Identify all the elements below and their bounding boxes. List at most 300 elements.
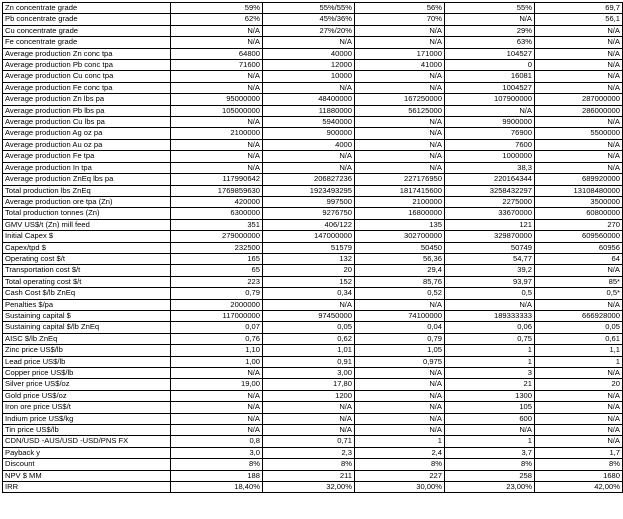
value-cell: 3 xyxy=(445,368,535,379)
table-row xyxy=(3,322,623,333)
value-cell: N/A xyxy=(445,14,535,25)
table-row xyxy=(3,185,623,196)
table-row xyxy=(3,333,623,344)
row-label: Lead price US$/lb xyxy=(3,356,171,367)
value-cell: N/A xyxy=(535,139,623,150)
row-label: Cu concentrate grade xyxy=(3,25,171,36)
value-cell: 0 xyxy=(445,60,535,71)
value-cell: 232500 xyxy=(171,242,263,253)
table-row xyxy=(3,151,623,162)
value-cell: 7600 xyxy=(445,139,535,150)
value-cell: 1769859630 xyxy=(171,185,263,196)
value-cell: 0,05 xyxy=(535,322,623,333)
value-cell: 211 xyxy=(263,470,355,481)
row-label: Total operating cost $/t xyxy=(3,276,171,287)
value-cell: 600 xyxy=(445,413,535,424)
row-label: Average production ore tpa (Zn) xyxy=(3,196,171,207)
value-cell: 1200 xyxy=(263,390,355,401)
row-label: Average production Au oz pa xyxy=(3,139,171,150)
value-cell: N/A xyxy=(355,299,445,310)
value-cell: 21 xyxy=(445,379,535,390)
value-cell: 666928000 xyxy=(535,310,623,321)
value-cell: 287000000 xyxy=(535,94,623,105)
table-row xyxy=(3,345,623,356)
value-cell: 55%/55% xyxy=(263,3,355,14)
value-cell: N/A xyxy=(263,299,355,310)
value-cell: N/A xyxy=(355,117,445,128)
value-cell: 0,75 xyxy=(445,333,535,344)
value-cell: 105 xyxy=(445,402,535,413)
table-row xyxy=(3,310,623,321)
value-cell: 1 xyxy=(355,436,445,447)
value-cell: 60956 xyxy=(535,242,623,253)
value-cell: 41000 xyxy=(355,60,445,71)
value-cell: 32,00% xyxy=(263,482,355,493)
value-cell: 104527 xyxy=(445,48,535,59)
value-cell: 56125000 xyxy=(355,105,445,116)
value-cell: N/A xyxy=(355,162,445,173)
table-row xyxy=(3,379,623,390)
value-cell: N/A xyxy=(171,402,263,413)
value-cell: 27%/20% xyxy=(263,25,355,36)
value-cell: 42,00% xyxy=(535,482,623,493)
row-label: Operating cost $/t xyxy=(3,253,171,264)
value-cell: 48400000 xyxy=(263,94,355,105)
value-cell: N/A xyxy=(263,37,355,48)
value-cell: 188 xyxy=(171,470,263,481)
value-cell: N/A xyxy=(171,117,263,128)
value-cell: N/A xyxy=(535,390,623,401)
table-row xyxy=(3,37,623,48)
value-cell: 0,5* xyxy=(535,288,623,299)
value-cell: 40000 xyxy=(263,48,355,59)
table-row xyxy=(3,390,623,401)
value-cell: 117000000 xyxy=(171,310,263,321)
value-cell: N/A xyxy=(263,413,355,424)
value-cell: N/A xyxy=(171,37,263,48)
value-cell: 189333333 xyxy=(445,310,535,321)
value-cell: N/A xyxy=(535,82,623,93)
value-cell: N/A xyxy=(535,117,623,128)
value-cell: 64 xyxy=(535,253,623,264)
table-row xyxy=(3,128,623,139)
value-cell: N/A xyxy=(171,71,263,82)
value-cell: N/A xyxy=(171,413,263,424)
row-label: CDN/USD -AUS/USD -USD/PNS FX xyxy=(3,436,171,447)
value-cell: 0,79 xyxy=(355,333,445,344)
value-cell: N/A xyxy=(171,82,263,93)
value-cell: 85,76 xyxy=(355,276,445,287)
value-cell: N/A xyxy=(171,25,263,36)
value-cell: 70% xyxy=(355,14,445,25)
value-cell: N/A xyxy=(535,436,623,447)
value-cell: 167250000 xyxy=(355,94,445,105)
row-label: IRR xyxy=(3,482,171,493)
value-cell: N/A xyxy=(355,25,445,36)
value-cell: 65 xyxy=(171,265,263,276)
table-body xyxy=(3,3,623,493)
value-cell: N/A xyxy=(445,425,535,436)
table-row xyxy=(3,25,623,36)
value-cell: 5500000 xyxy=(535,128,623,139)
value-cell: N/A xyxy=(263,425,355,436)
value-cell: 8% xyxy=(263,459,355,470)
value-cell: N/A xyxy=(535,71,623,82)
table-row xyxy=(3,174,623,185)
row-label: Average production Pb conc tpa xyxy=(3,60,171,71)
value-cell: 1817415600 xyxy=(355,185,445,196)
value-cell: 2,4 xyxy=(355,447,445,458)
table-row xyxy=(3,117,623,128)
value-cell: 0,06 xyxy=(445,322,535,333)
value-cell: 132 xyxy=(263,253,355,264)
value-cell: N/A xyxy=(535,299,623,310)
value-cell: 220164344 xyxy=(445,174,535,185)
value-cell: 50749 xyxy=(445,242,535,253)
value-cell: 29,4 xyxy=(355,265,445,276)
row-label: Fe concentrate grade xyxy=(3,37,171,48)
row-label: Total production lbs ZnEq xyxy=(3,185,171,196)
value-cell: N/A xyxy=(535,151,623,162)
value-cell: 3,0 xyxy=(171,447,263,458)
value-cell: N/A xyxy=(355,413,445,424)
row-label: Copper price US$/lb xyxy=(3,368,171,379)
value-cell: N/A xyxy=(263,402,355,413)
table-row xyxy=(3,413,623,424)
value-cell: 69,7 xyxy=(535,3,623,14)
value-cell: 50450 xyxy=(355,242,445,253)
row-label: NPV $ MM xyxy=(3,470,171,481)
value-cell: 152 xyxy=(263,276,355,287)
table-row xyxy=(3,299,623,310)
value-cell: 329870000 xyxy=(445,231,535,242)
row-label: Total production tonnes (Zn) xyxy=(3,208,171,219)
row-label: Pb concentrate grade xyxy=(3,14,171,25)
value-cell: 5940000 xyxy=(263,117,355,128)
value-cell: 59% xyxy=(171,3,263,14)
comparison-table xyxy=(2,2,623,493)
row-label: Sustaining capital $/lb ZnEq xyxy=(3,322,171,333)
value-cell: N/A xyxy=(535,25,623,36)
value-cell: 85* xyxy=(535,276,623,287)
value-cell: 420000 xyxy=(171,196,263,207)
value-cell: 1300 xyxy=(445,390,535,401)
value-cell: 1,1 xyxy=(535,345,623,356)
value-cell: N/A xyxy=(535,48,623,59)
value-cell: N/A xyxy=(355,139,445,150)
value-cell: 6300000 xyxy=(171,208,263,219)
value-cell: N/A xyxy=(355,82,445,93)
value-cell: 3,00 xyxy=(263,368,355,379)
value-cell: 17,80 xyxy=(263,379,355,390)
value-cell: 45%/36% xyxy=(263,14,355,25)
value-cell: 135 xyxy=(355,219,445,230)
value-cell: 60800000 xyxy=(535,208,623,219)
value-cell: 63% xyxy=(445,37,535,48)
value-cell: 30,00% xyxy=(355,482,445,493)
value-cell: 105000000 xyxy=(171,105,263,116)
row-label: Tin price US$/lb xyxy=(3,425,171,436)
value-cell: 74100000 xyxy=(355,310,445,321)
table-row xyxy=(3,288,623,299)
value-cell: 121 xyxy=(445,219,535,230)
value-cell: N/A xyxy=(445,105,535,116)
value-cell: 2000000 xyxy=(171,299,263,310)
value-cell: N/A xyxy=(445,299,535,310)
value-cell: 0,91 xyxy=(263,356,355,367)
value-cell: 3,7 xyxy=(445,447,535,458)
value-cell: 0,8 xyxy=(171,436,263,447)
value-cell: N/A xyxy=(355,37,445,48)
table-row xyxy=(3,265,623,276)
value-cell: N/A xyxy=(171,425,263,436)
value-cell: 56,36 xyxy=(355,253,445,264)
value-cell: N/A xyxy=(171,368,263,379)
value-cell: N/A xyxy=(171,139,263,150)
value-cell: 62% xyxy=(171,14,263,25)
value-cell: 147000000 xyxy=(263,231,355,242)
row-label: Transportation cost $/t xyxy=(3,265,171,276)
table-row xyxy=(3,71,623,82)
row-label: GMV US$/t (Zn) mill feed xyxy=(3,219,171,230)
value-cell: N/A xyxy=(355,71,445,82)
value-cell: N/A xyxy=(355,368,445,379)
table-row xyxy=(3,242,623,253)
value-cell: 93,97 xyxy=(445,276,535,287)
value-cell: 16800000 xyxy=(355,208,445,219)
value-cell: 11880000 xyxy=(263,105,355,116)
value-cell: 4000 xyxy=(263,139,355,150)
value-cell: 0,975 xyxy=(355,356,445,367)
row-label: Capex/tpd $ xyxy=(3,242,171,253)
value-cell: 0,61 xyxy=(535,333,623,344)
value-cell: 1,7 xyxy=(535,447,623,458)
value-cell: 997500 xyxy=(263,196,355,207)
row-label: Zn concentrate grade xyxy=(3,3,171,14)
value-cell: 1,10 xyxy=(171,345,263,356)
value-cell: N/A xyxy=(535,413,623,424)
value-cell: 227176950 xyxy=(355,174,445,185)
value-cell: N/A xyxy=(263,82,355,93)
value-cell: 20 xyxy=(535,379,623,390)
value-cell: 0,52 xyxy=(355,288,445,299)
value-cell: 1 xyxy=(445,345,535,356)
value-cell: 1 xyxy=(535,356,623,367)
value-cell: N/A xyxy=(355,379,445,390)
value-cell: N/A xyxy=(535,60,623,71)
value-cell: 1000000 xyxy=(445,151,535,162)
value-cell: 29% xyxy=(445,25,535,36)
value-cell: N/A xyxy=(535,265,623,276)
value-cell: N/A xyxy=(263,151,355,162)
value-cell: 12000 xyxy=(263,60,355,71)
row-label: Average production Cu lbs pa xyxy=(3,117,171,128)
value-cell: N/A xyxy=(171,151,263,162)
value-cell: 1 xyxy=(445,356,535,367)
table-row xyxy=(3,162,623,173)
value-cell: N/A xyxy=(355,151,445,162)
table-row xyxy=(3,436,623,447)
value-cell: 56,1 xyxy=(535,14,623,25)
value-cell: 2,3 xyxy=(263,447,355,458)
row-label: Payback y xyxy=(3,447,171,458)
value-cell: 76900 xyxy=(445,128,535,139)
value-cell: N/A xyxy=(263,162,355,173)
table-row xyxy=(3,447,623,458)
value-cell: 13108480000 xyxy=(535,185,623,196)
row-label: Discount xyxy=(3,459,171,470)
value-cell: 0,04 xyxy=(355,322,445,333)
row-label: Average production Zn lbs pa xyxy=(3,94,171,105)
value-cell: N/A xyxy=(535,368,623,379)
value-cell: 258 xyxy=(445,470,535,481)
row-label: Penalties $/pa xyxy=(3,299,171,310)
table-row xyxy=(3,368,623,379)
table-row xyxy=(3,196,623,207)
value-cell: 0,5 xyxy=(445,288,535,299)
table-row xyxy=(3,48,623,59)
value-cell: 223 xyxy=(171,276,263,287)
row-label: Sustaining capital $ xyxy=(3,310,171,321)
value-cell: 351 xyxy=(171,219,263,230)
value-cell: 165 xyxy=(171,253,263,264)
table-row xyxy=(3,60,623,71)
value-cell: 8% xyxy=(171,459,263,470)
value-cell: N/A xyxy=(535,37,623,48)
value-cell: 20 xyxy=(263,265,355,276)
value-cell: 95000000 xyxy=(171,94,263,105)
table-row xyxy=(3,276,623,287)
value-cell: 2275000 xyxy=(445,196,535,207)
table-row xyxy=(3,82,623,93)
table-row xyxy=(3,208,623,219)
row-label: Average production ZnEq lbs pa xyxy=(3,174,171,185)
value-cell: 1,05 xyxy=(355,345,445,356)
value-cell: 10000 xyxy=(263,71,355,82)
value-cell: 117990642 xyxy=(171,174,263,185)
row-label: Average production In tpa xyxy=(3,162,171,173)
value-cell: 0,76 xyxy=(171,333,263,344)
value-cell: 23,00% xyxy=(445,482,535,493)
value-cell: 286000000 xyxy=(535,105,623,116)
value-cell: 1 xyxy=(445,436,535,447)
table-row xyxy=(3,14,623,25)
value-cell: N/A xyxy=(355,390,445,401)
value-cell: 1,00 xyxy=(171,356,263,367)
value-cell: N/A xyxy=(355,425,445,436)
value-cell: 9900000 xyxy=(445,117,535,128)
value-cell: 0,62 xyxy=(263,333,355,344)
value-cell: 54,77 xyxy=(445,253,535,264)
value-cell: 8% xyxy=(535,459,623,470)
value-cell: N/A xyxy=(171,390,263,401)
value-cell: 8% xyxy=(445,459,535,470)
row-label: Indium price US$/kg xyxy=(3,413,171,424)
value-cell: 107900000 xyxy=(445,94,535,105)
row-label: Average production Pb lbs pa xyxy=(3,105,171,116)
table-row xyxy=(3,231,623,242)
table-row xyxy=(3,402,623,413)
value-cell: 689920000 xyxy=(535,174,623,185)
row-label: Iron ore price US$/t xyxy=(3,402,171,413)
table-row xyxy=(3,105,623,116)
value-cell: N/A xyxy=(355,402,445,413)
value-cell: 2100000 xyxy=(355,196,445,207)
row-label: Initial Capex $ xyxy=(3,231,171,242)
value-cell: 64800 xyxy=(171,48,263,59)
value-cell: 33670000 xyxy=(445,208,535,219)
value-cell: 97450000 xyxy=(263,310,355,321)
table-row xyxy=(3,356,623,367)
row-label: Average production Fe tpa xyxy=(3,151,171,162)
value-cell: 206827236 xyxy=(263,174,355,185)
table-row xyxy=(3,425,623,436)
value-cell: 1,01 xyxy=(263,345,355,356)
value-cell: N/A xyxy=(535,162,623,173)
value-cell: 270 xyxy=(535,219,623,230)
value-cell: N/A xyxy=(355,128,445,139)
value-cell: 609560000 xyxy=(535,231,623,242)
value-cell: 3500000 xyxy=(535,196,623,207)
value-cell: N/A xyxy=(535,402,623,413)
value-cell: 55% xyxy=(445,3,535,14)
value-cell: 51579 xyxy=(263,242,355,253)
value-cell: 1004527 xyxy=(445,82,535,93)
value-cell: 19,00 xyxy=(171,379,263,390)
row-label: Average production Zn conc tpa xyxy=(3,48,171,59)
value-cell: 0,07 xyxy=(171,322,263,333)
value-cell: 39,2 xyxy=(445,265,535,276)
table-row xyxy=(3,253,623,264)
value-cell: 900000 xyxy=(263,128,355,139)
value-cell: 1680 xyxy=(535,470,623,481)
value-cell: 0,79 xyxy=(171,288,263,299)
value-cell: 406/122 xyxy=(263,219,355,230)
value-cell: 16081 xyxy=(445,71,535,82)
row-label: Silver price US$/oz xyxy=(3,379,171,390)
table-row xyxy=(3,470,623,481)
value-cell: 0,05 xyxy=(263,322,355,333)
value-cell: 227 xyxy=(355,470,445,481)
value-cell: 56% xyxy=(355,3,445,14)
value-cell: N/A xyxy=(535,425,623,436)
value-cell: 2100000 xyxy=(171,128,263,139)
table-row xyxy=(3,219,623,230)
table-row xyxy=(3,459,623,470)
value-cell: 3258432297 xyxy=(445,185,535,196)
value-cell: 71600 xyxy=(171,60,263,71)
value-cell: 171000 xyxy=(355,48,445,59)
table-row xyxy=(3,94,623,105)
table-row xyxy=(3,3,623,14)
row-label: Cash Cost $/lb ZnEq xyxy=(3,288,171,299)
table-row xyxy=(3,482,623,493)
table-row xyxy=(3,139,623,150)
value-cell: 279000000 xyxy=(171,231,263,242)
value-cell: 0,71 xyxy=(263,436,355,447)
row-label: Average production Cu conc tpa xyxy=(3,71,171,82)
value-cell: 1923493295 xyxy=(263,185,355,196)
value-cell: 302700000 xyxy=(355,231,445,242)
value-cell: 0,34 xyxy=(263,288,355,299)
value-cell: 8% xyxy=(355,459,445,470)
row-label: Zinc price US$/lb xyxy=(3,345,171,356)
row-label: Average production Fe conc tpa xyxy=(3,82,171,93)
row-label: Gold price US$/oz xyxy=(3,390,171,401)
value-cell: 18,40% xyxy=(171,482,263,493)
row-label: AISC $/lb ZnEq xyxy=(3,333,171,344)
row-label: Average production Ag oz pa xyxy=(3,128,171,139)
